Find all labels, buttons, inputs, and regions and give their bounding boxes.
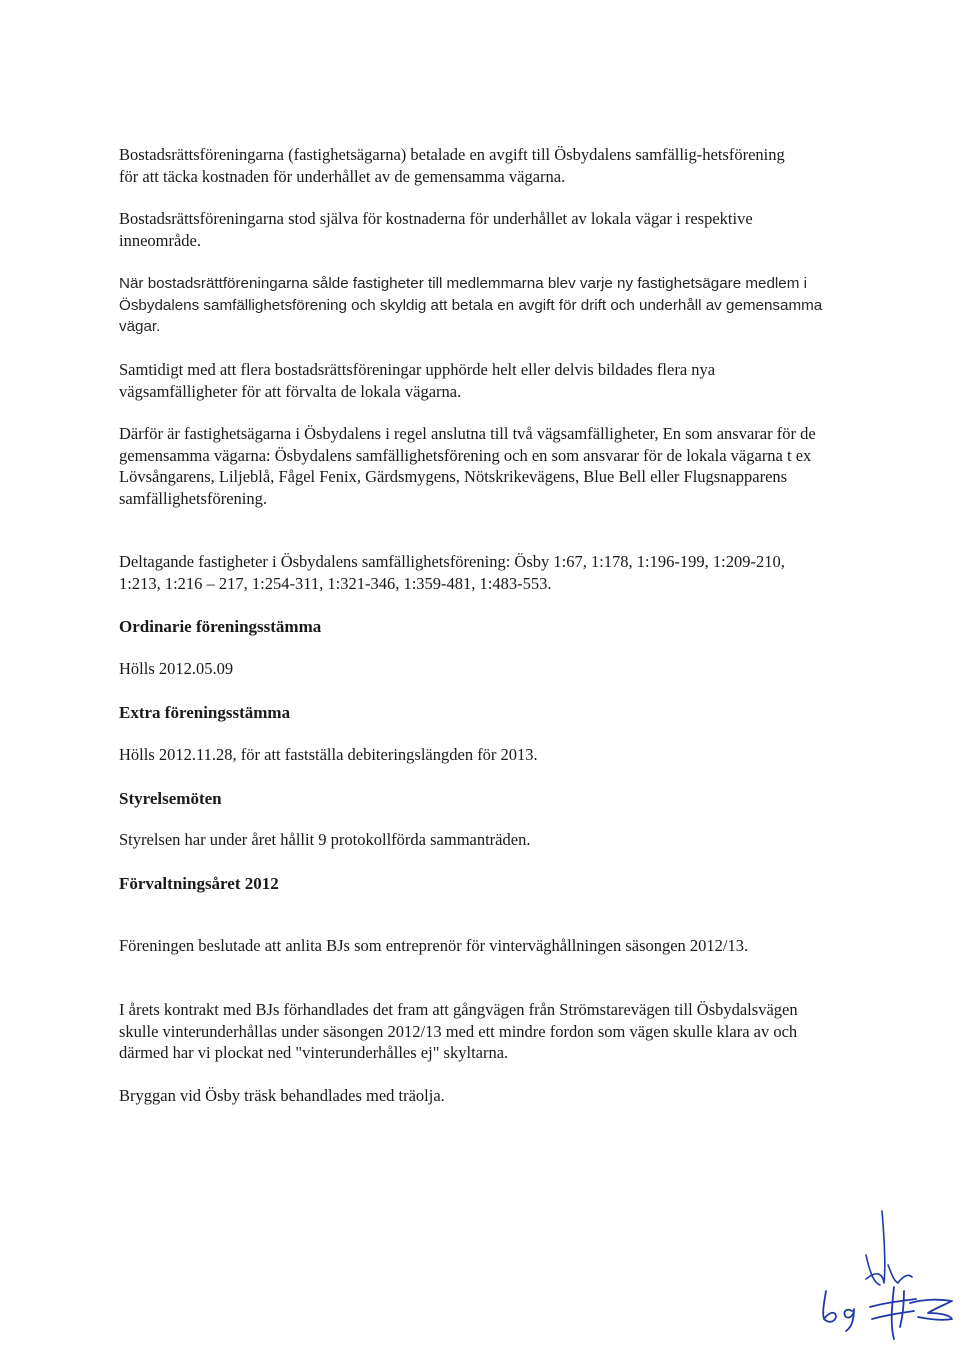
text-extra-date: Hölls 2012.11.28, för att fastställa debiteringslängden för 2013.	[119, 745, 538, 764]
heading-styrelsemoten: Styrelsemöten	[119, 789, 222, 808]
heading-extra-foreningsstamma: Extra föreningsstämma	[119, 703, 291, 722]
paragraph-vinterväghallning: Föreningen beslutade att anlita BJs som entreprenör för vinterväghållningen säsongen 2012/13.	[119, 936, 749, 955]
paragraph-anslutning: Därför är fastighetsägarna i Ösbydalens i regel anslutna till två vägsamfälligheter, En som ansvarar för de gemensamma vägarna: Ösbydalens samfällighetsförening och en som ansvarar för de lokala vägarna t ex Lövsångarens, Liljeblå, Fågel Fenix, Gärdsmygens, Nötskrikevägens, Blue Bell eller Flugsnapparens samfällighetsförening.	[119, 424, 816, 508]
paragraph-vagsamfalligheter: Samtidigt med att flera bostadsrättsföreningar upphörde helt eller delvis bildades flera nya vägsamfälligheter för att förvalta de lokala vägarna.	[119, 360, 716, 401]
paragraph-deltagande-fastigheter: Deltagande fastigheter i Ösbydalens samfällighetsförening: Ösby 1:67, 1:178, 1:196-199, 1:209-210, 1:213, 1:216 – 217, 1:254-311, 1:321-346, 1:359-481, 1:483-553.	[119, 552, 785, 593]
heading-forvaltningsaret: Förvaltningsåret 2012	[119, 874, 279, 893]
paragraph-kontrakt-bjs: I årets kontrakt med BJs förhandlades det fram att gångvägen från Strömstarevägen till Ösbydalsvägen skulle vinterunderhållas under säsongen 2012/13 med ett mindre fordon som vägen skulle klara av och därmed har vi plockat ned "vinterunderhålles ej" skyltarna.	[119, 1000, 798, 1062]
text-ordinarie-date: Hölls 2012.05.09	[119, 659, 234, 678]
paragraph-medlemskap: När bostadsrättföreningarna sålde fastigheter till medlemmarna blev varje ny fastighetsägare medlem i Ösbydalens samfällighetsförening och skyldig att betala en avgift för drift och underhåll av gemensamma vägar.	[119, 275, 823, 335]
handwritten-initials-signature	[800, 1195, 960, 1345]
heading-ordinarie-foreningsstamma: Ordinarie föreningsstämma	[119, 617, 322, 636]
paragraph-samfallighet-avgift: Bostadsrättsföreningarna (fastighetsägarna) betalade en avgift till Ösbydalens samfällig-hetsförening för att täcka kostnaden för underhållet av de gemensamma vägarna.	[119, 145, 785, 186]
paragraph-lokala-vagar: Bostadsrättsföreningarna stod själva för kostnaderna för underhållet av lokala vägar i respektive inneområde.	[119, 209, 753, 250]
text-styrelsemoten: Styrelsen har under året hållit 9 protokollförda sammanträden.	[119, 830, 531, 849]
paragraph-bryggan: Bryggan vid Ösby träsk behandlades med träolja.	[119, 1086, 445, 1105]
signatures	[800, 1195, 960, 1345]
